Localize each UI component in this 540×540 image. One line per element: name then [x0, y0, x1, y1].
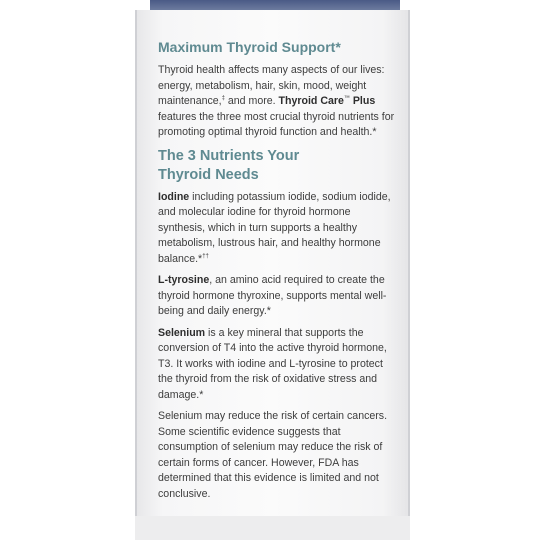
- nutrient-description: , an amino acid required to create the thyroid hormone thyroxine, supports mental well-being and daily energy.*: [158, 274, 387, 317]
- nutrient-selenium: [158, 326, 396, 404]
- nutrient-iodine: [158, 190, 396, 268]
- label-text-block: [158, 38, 396, 508]
- nutrient-l-tyrosine: [158, 273, 396, 320]
- trademark-mark: ™: [343, 95, 350, 102]
- nutrient-description: including potassium iodide, sodium iodide, and molecular iodine for thyroid hormone synthesis, which in turn supports a healthy metabolism, lustrous hair, and healthy hormone balance.*: [158, 190, 391, 265]
- brand-name: Thyroid Care: [278, 95, 344, 107]
- disclaimer-paragraph: Selenium may reduce the risk of certain cancers. Some scientific evidence suggests that consumption of selenium may reduce the risk of certain forms of cancer. However, FDA has determined that this evidence is limited and not conclusive.: [158, 410, 388, 500]
- main-heading: Maximum Thyroid Support*: [158, 39, 341, 55]
- intro-footnote-mark: ‡: [221, 95, 225, 102]
- nutrients-heading: [158, 147, 396, 185]
- panel-left-edge: [135, 10, 137, 540]
- nutrient-name: L-tyrosine: [158, 274, 210, 286]
- intro-text-3: features the three most crucial thyroid nutrients for promoting optimal thyroid function and health.*: [158, 110, 395, 138]
- nutrient-footnote-mark: ††: [202, 252, 209, 259]
- nutrient-description: is a key mineral that supports the conversion of T4 into the active thyroid hormone, T3. It works with iodine and L-tyrosine to protect the thyroid from the risk of oxidative stress and damage.*: [158, 326, 387, 401]
- panel-right-edge: [408, 10, 410, 540]
- nutrients-heading-line-2: Thyroid Needs: [158, 166, 259, 183]
- nutrient-name: Iodine: [158, 190, 190, 203]
- intro-text-1: Thyroid health affects many aspects of our lives: energy, metabolism, hair, skin, mood, weight maintenance,: [158, 64, 385, 107]
- intro-text-2: and more.: [224, 95, 279, 107]
- intro-paragraph: [158, 63, 396, 141]
- nutrients-heading-line-1: The 3 Nutrients Your: [158, 147, 300, 164]
- nutrient-name: Selenium: [158, 326, 206, 339]
- panel-bottom: [135, 516, 410, 540]
- brand-suffix: Plus: [349, 95, 376, 107]
